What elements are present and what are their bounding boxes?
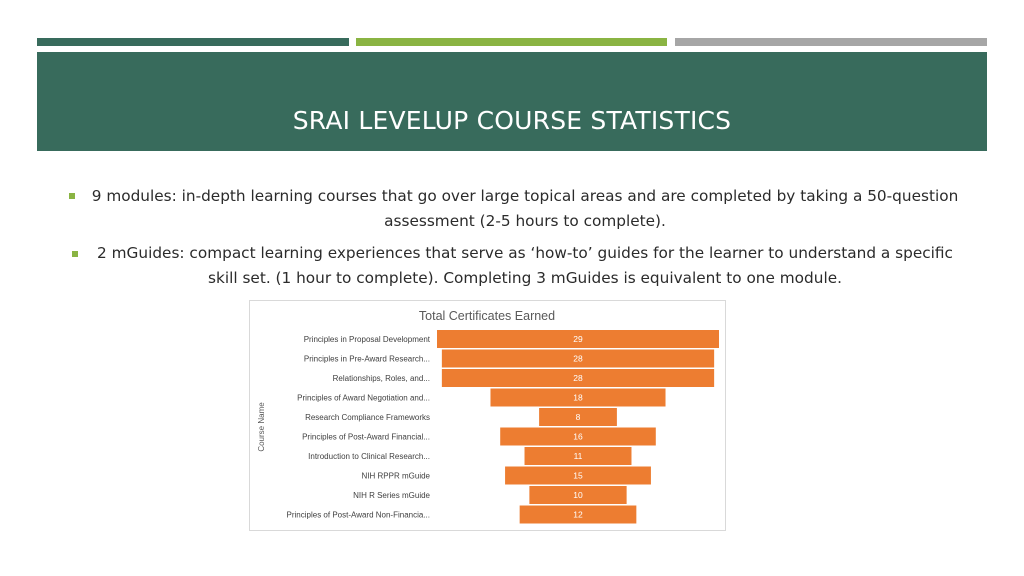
accent-bar-green xyxy=(356,38,667,46)
category-label: Research Compliance Frameworks xyxy=(305,413,430,422)
bullet-line: 9 modules: in-depth learning courses that go over large topical areas and are completed by taking a 50-question xyxy=(91,187,959,205)
chart-canvas xyxy=(250,301,725,530)
data-label: 16 xyxy=(573,431,583,442)
category-label: Principles of Post-Award Non-Financia... xyxy=(286,510,430,520)
y-axis-label: Course Name xyxy=(257,402,266,452)
bullet-text-modules xyxy=(60,184,990,234)
data-label: 12 xyxy=(573,509,583,520)
page-title: SRAI LEVELUP COURSE STATISTICS xyxy=(292,106,732,135)
chart-title: Total Certificates Earned xyxy=(418,309,556,323)
data-label: 8 xyxy=(575,412,581,422)
category-label: Relationships, Roles, and... xyxy=(332,374,430,383)
data-label: 11 xyxy=(573,451,583,461)
title-banner xyxy=(37,52,987,151)
data-label: 10 xyxy=(573,490,583,500)
bullet-text-mguides xyxy=(60,241,990,291)
data-label: 28 xyxy=(573,353,583,364)
category-label: Principles in Pre-Award Research... xyxy=(303,354,430,364)
category-label: Principles in Proposal Development xyxy=(303,335,430,344)
data-label: 28 xyxy=(573,373,583,383)
bullet-line: 2 mGuides: compact learning experiences that serve as ‘how-to’ guides for the learner to understand a specific xyxy=(97,244,953,262)
data-label: 29 xyxy=(573,334,583,344)
bullet-line: assessment (2-5 hours to complete). xyxy=(384,212,666,230)
accent-bar-dark xyxy=(37,38,349,46)
bullet-line: skill set. (1 hour to complete). Completing 3 mGuides is equivalent to one module. xyxy=(208,269,842,287)
data-label: 18 xyxy=(573,392,583,403)
data-label: 15 xyxy=(573,470,583,481)
category-label: NIH RPPR mGuide xyxy=(361,471,430,481)
category-label: Introduction to Clinical Research... xyxy=(308,452,430,461)
category-label: Principles of Award Negotiation and... xyxy=(297,393,430,403)
category-label: NIH R Series mGuide xyxy=(353,491,430,500)
accent-bar-gray xyxy=(675,38,987,46)
category-label: Principles of Post-Award Financial... xyxy=(302,432,430,442)
certificates-funnel-chart xyxy=(249,300,726,531)
